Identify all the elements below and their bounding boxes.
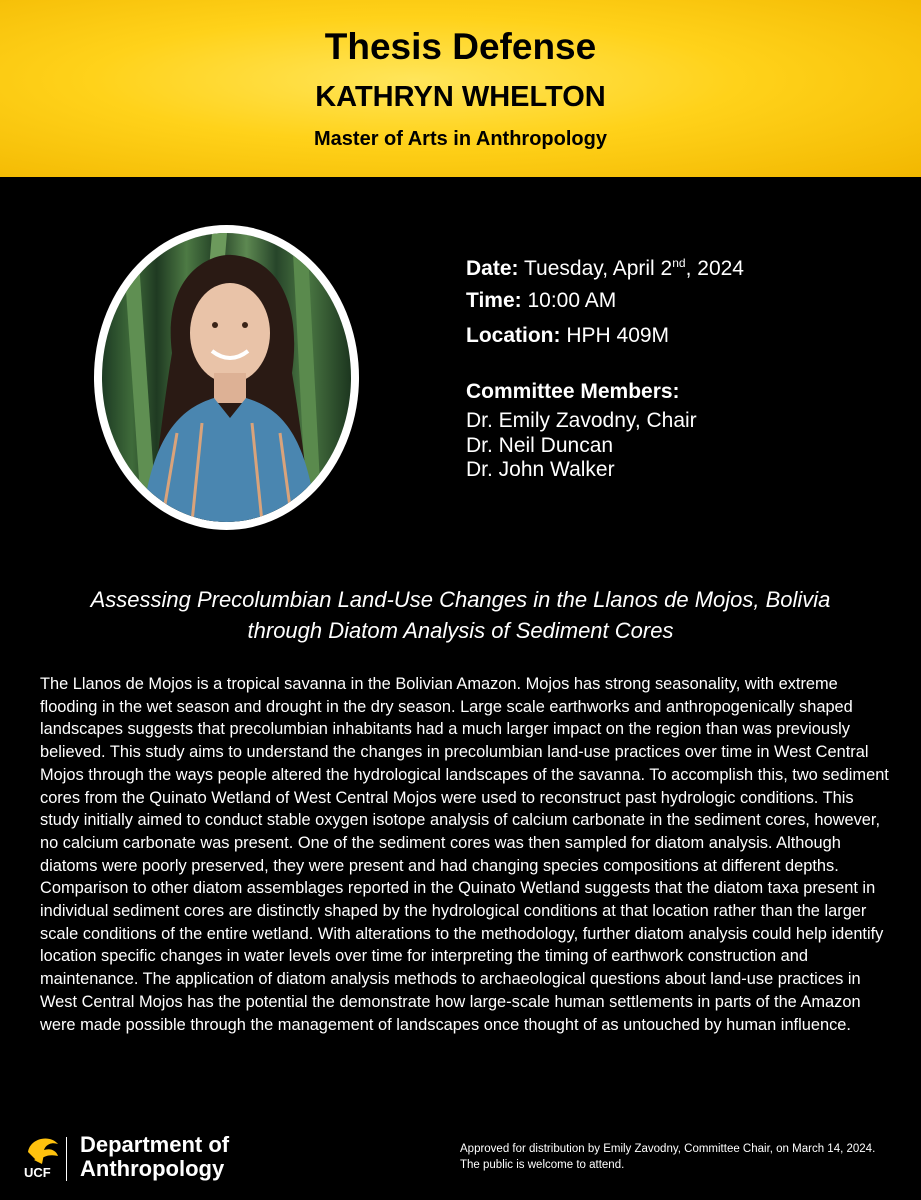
thesis-title	[40, 584, 881, 646]
time-value: 10:00 AM	[527, 289, 617, 312]
department-line: Anthropology	[80, 1156, 225, 1181]
committee-member: Dr. Neil Duncan	[466, 433, 614, 457]
committee-member: Dr. Emily Zavodny, Chair	[466, 409, 697, 432]
date-row	[466, 256, 744, 281]
committee-member: Dr. John Walker	[466, 458, 615, 481]
portrait-frame	[94, 225, 359, 530]
logo-text: UCF	[24, 1165, 51, 1180]
thesis-title-line: through Diatom Analysis of Sediment Cores	[247, 618, 674, 643]
header-banner	[0, 0, 921, 177]
committee-list	[466, 409, 697, 483]
footer-divider	[66, 1137, 67, 1181]
time-label: Time:	[466, 289, 522, 312]
location-row	[466, 324, 669, 348]
thesis-title-line: Assessing Precolumbian Land-Use Changes in the Llanos de Mojos, Bolivia	[90, 587, 831, 612]
date-value: Tuesday, April 2	[523, 257, 673, 280]
approval-note: Approved for distribution by Emily Zavodny, Committee Chair, on March 14, 2024. The public is welcome to attend.	[460, 1143, 876, 1171]
location-value: HPH 409M	[566, 324, 670, 347]
date-suffix: nd	[672, 256, 686, 270]
date-year: , 2024	[685, 257, 744, 280]
location-label: Location:	[466, 324, 561, 347]
date-label: Date:	[466, 257, 519, 280]
department-line: Department of	[80, 1132, 230, 1157]
candidate-name: KATHRYN WHELTON	[315, 81, 606, 113]
department-name	[80, 1133, 229, 1181]
page-title: Thesis Defense	[324, 26, 597, 67]
time-row	[466, 289, 616, 313]
abstract-text: The Llanos de Mojos is a tropical savanna in the Bolivian Amazon. Mojos has strong seasonality, with extreme flooding in the wet season and drought in the dry season. Large scale earthworks and anthropogenically shaped landscapes suggests that precolumbian inhabitants had a much larger impact on the region than was previously believed. This study aims to understand the changes in precolumbian land-use practices over time in West Central Mojos through the ways people altered the hydrological landscapes of the savanna. To accomplish this, two sediment cores from the Quinato Wetland of West Central Mojos were used to reconstruct past hydrologic conditions. This study initially aimed to conduct stable oxygen isotope analysis of calcium carbonate in the sediment cores, however, no calcium carbonate was present. One of the sediment cores was then sampled for diatom analysis. Although diatoms were poorly preserved, they were present and had changing species compositions at different depths. Comparison to other diatom assemblages reported in the Quinato Wetland suggests that the diatom taxa present in individual sediment cores are distinctly shaped by the hydrological conditions at that location rather than the larger scale conditions of the entire wetland. With alterations to the methodology, further diatom analysis could help identify location specific changes in water levels over time for interpreting the timing of earthwork construction and maintenance. The application of diatom analysis methods to archaeological questions about land-use practices in West Central Mojos has the potential the demonstrate how large-scale human settlements in parts of the Amazon were made possible through the management of landscapes once thought of as untouched by human influence.	[40, 675, 889, 1034]
portrait-photo	[102, 233, 351, 522]
ucf-pegasus-icon	[20, 1130, 70, 1180]
degree-program: Master of Arts in Anthropology	[314, 128, 607, 150]
committee-heading: Committee Members:	[466, 380, 680, 403]
